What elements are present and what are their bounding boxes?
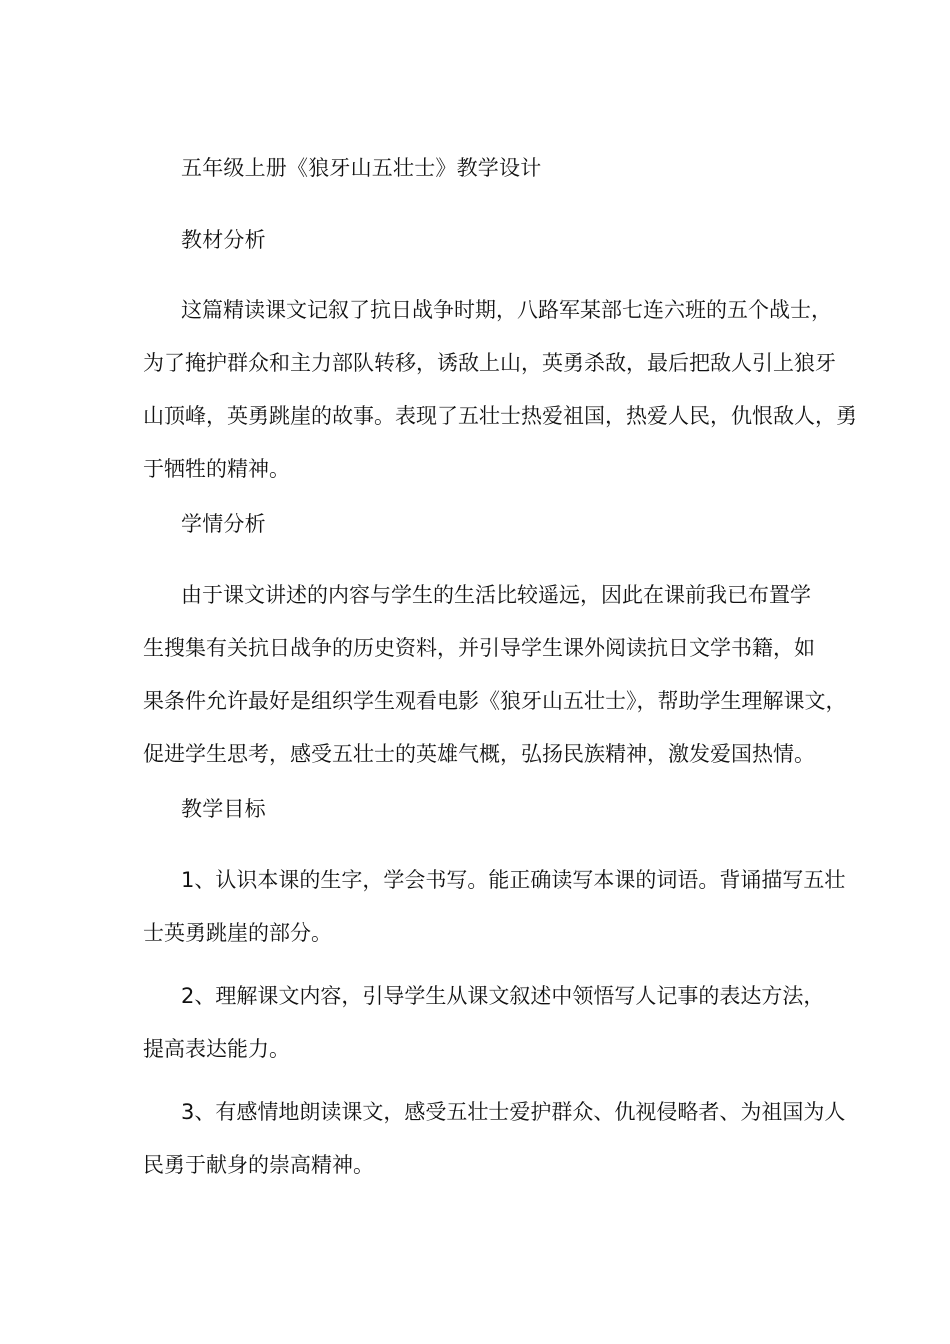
goal-item-2 [143,970,825,1076]
section-heading-student-analysis: 学情分析 [181,512,266,536]
goal-line: 1、认识本课的生字，学会书写。能正确读写本课的词语。背诵描写五壮 [181,868,846,892]
paragraph-line: 促进学生思考，感受五壮士的英雄气概，弘扬民族精神，激发爱国热情。 [143,742,815,766]
goal-line: 提高表达能力。 [143,1037,290,1061]
paragraph-student-analysis [143,569,847,781]
document-title: 五年级上册《狼牙山五壮士》教学设计 [181,156,542,180]
paragraph-line: 于牺牲的精神。 [143,457,290,481]
paragraph-line: 由于课文讲述的内容与学生的生活比较遥远，因此在课前我已布置学 [181,583,811,607]
paragraph-line: 山顶峰，英勇跳崖的故事。表现了五壮士热爱祖国，热爱人民，仇恨敌人，勇 [143,404,857,428]
section-heading-teaching-goals: 教学目标 [181,797,266,821]
paragraph-line: 果条件允许最好是组织学生观看电影《狼牙山五壮士》，帮助学生理解课文， [143,689,847,713]
goal-line: 民勇于献身的崇高精神。 [143,1153,374,1177]
goal-line: 2、理解课文内容，引导学生从课文叙述中领悟写人记事的表达方法， [181,984,825,1008]
paragraph-textbook-analysis [143,284,857,496]
goal-item-1 [143,854,846,960]
section-heading-textbook-analysis: 教材分析 [181,228,266,252]
paragraph-line: 为了掩护群众和主力部队转移，诱敌上山，英勇杀敌，最后把敌人引上狼牙 [143,351,836,375]
goal-line: 士英勇跳崖的部分。 [143,921,332,945]
goal-item-3 [143,1086,846,1192]
goal-line: 3、有感情地朗读课文，感受五壮士爱护群众、仇视侵略者、为祖国为人 [181,1100,846,1124]
paragraph-line: 生搜集有关抗日战争的历史资料，并引导学生课外阅读抗日文学书籍，如 [143,636,815,660]
paragraph-line: 这篇精读课文记叙了抗日战争时期，八路军某部七连六班的五个战士， [181,298,832,322]
